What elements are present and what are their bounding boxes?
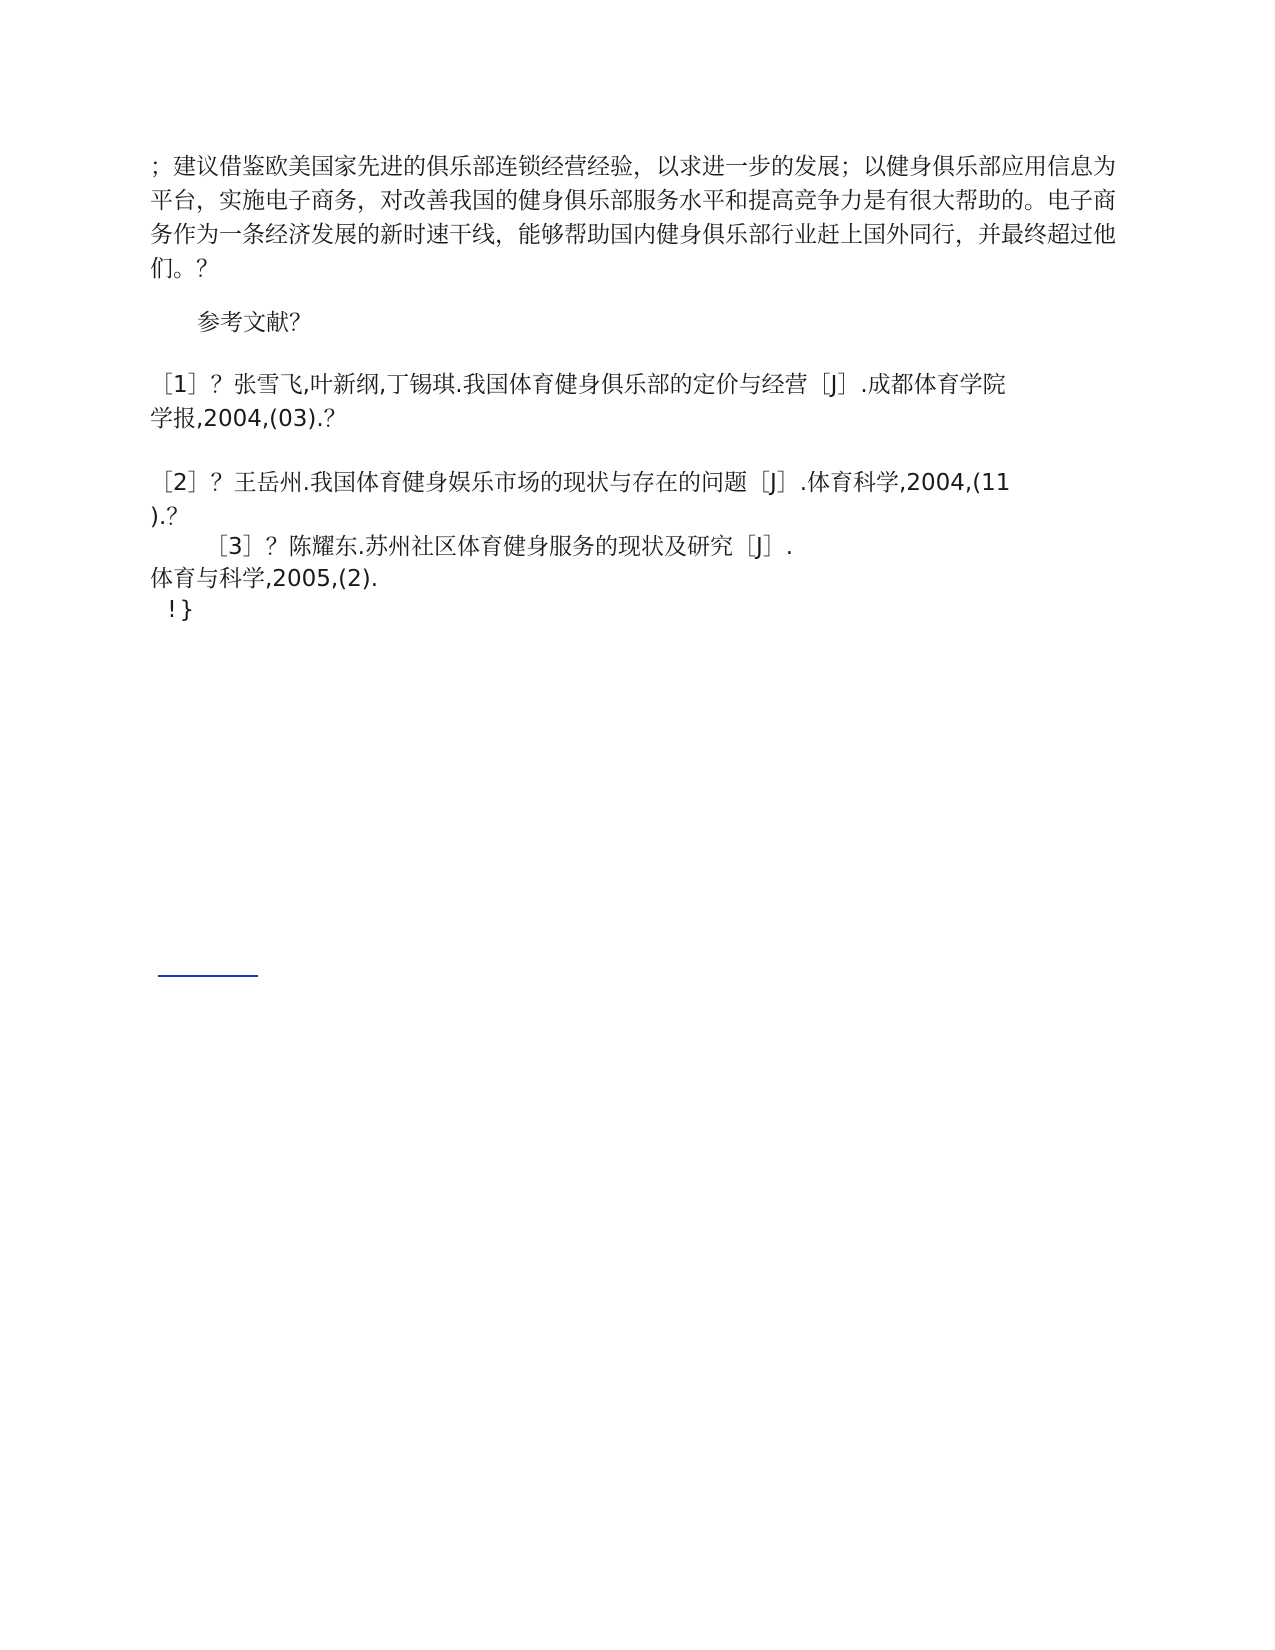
reference-1-line-2: 学报,2004,(03).？ (150, 406, 347, 432)
reference-3-line-1: ［3］？陈耀东.苏州社区体育健身服务的现状及研究［J］. (205, 534, 794, 560)
reference-1-line-1: ［1］？张雪飞,叶新纲,丁锡琪.我国体育健身俱乐部的定价与经营［J］.成都体育学院 (150, 372, 1006, 398)
body-paragraph: ；建议借鉴欧美国家先进的俱乐部连锁经营经验，以求进一步的发展；以健身俱乐部应用信息为平台，实施电子商务，对改善我国的健身俱乐部服务水平和提高竞争力是有很大帮助的。电子商务作为一条经济发展的新时速干线，能够帮助国内健身俱乐部行业赶上国外同行，并最终超过他们。？ (150, 154, 1116, 282)
hyperlink-underline[interactable] (158, 975, 258, 977)
reference-2-line-1: ［2］？王岳州.我国体育健身娱乐市场的现状与存在的问题［J］.体育科学,2004,(11 (150, 470, 1011, 496)
trailing-text: !} (165, 597, 195, 623)
reference-3-line-2: 体育与科学,2005,(2). (150, 566, 379, 592)
reference-2-line-2: ).？ (150, 504, 190, 530)
references-heading: 参考文献？ (197, 310, 312, 336)
